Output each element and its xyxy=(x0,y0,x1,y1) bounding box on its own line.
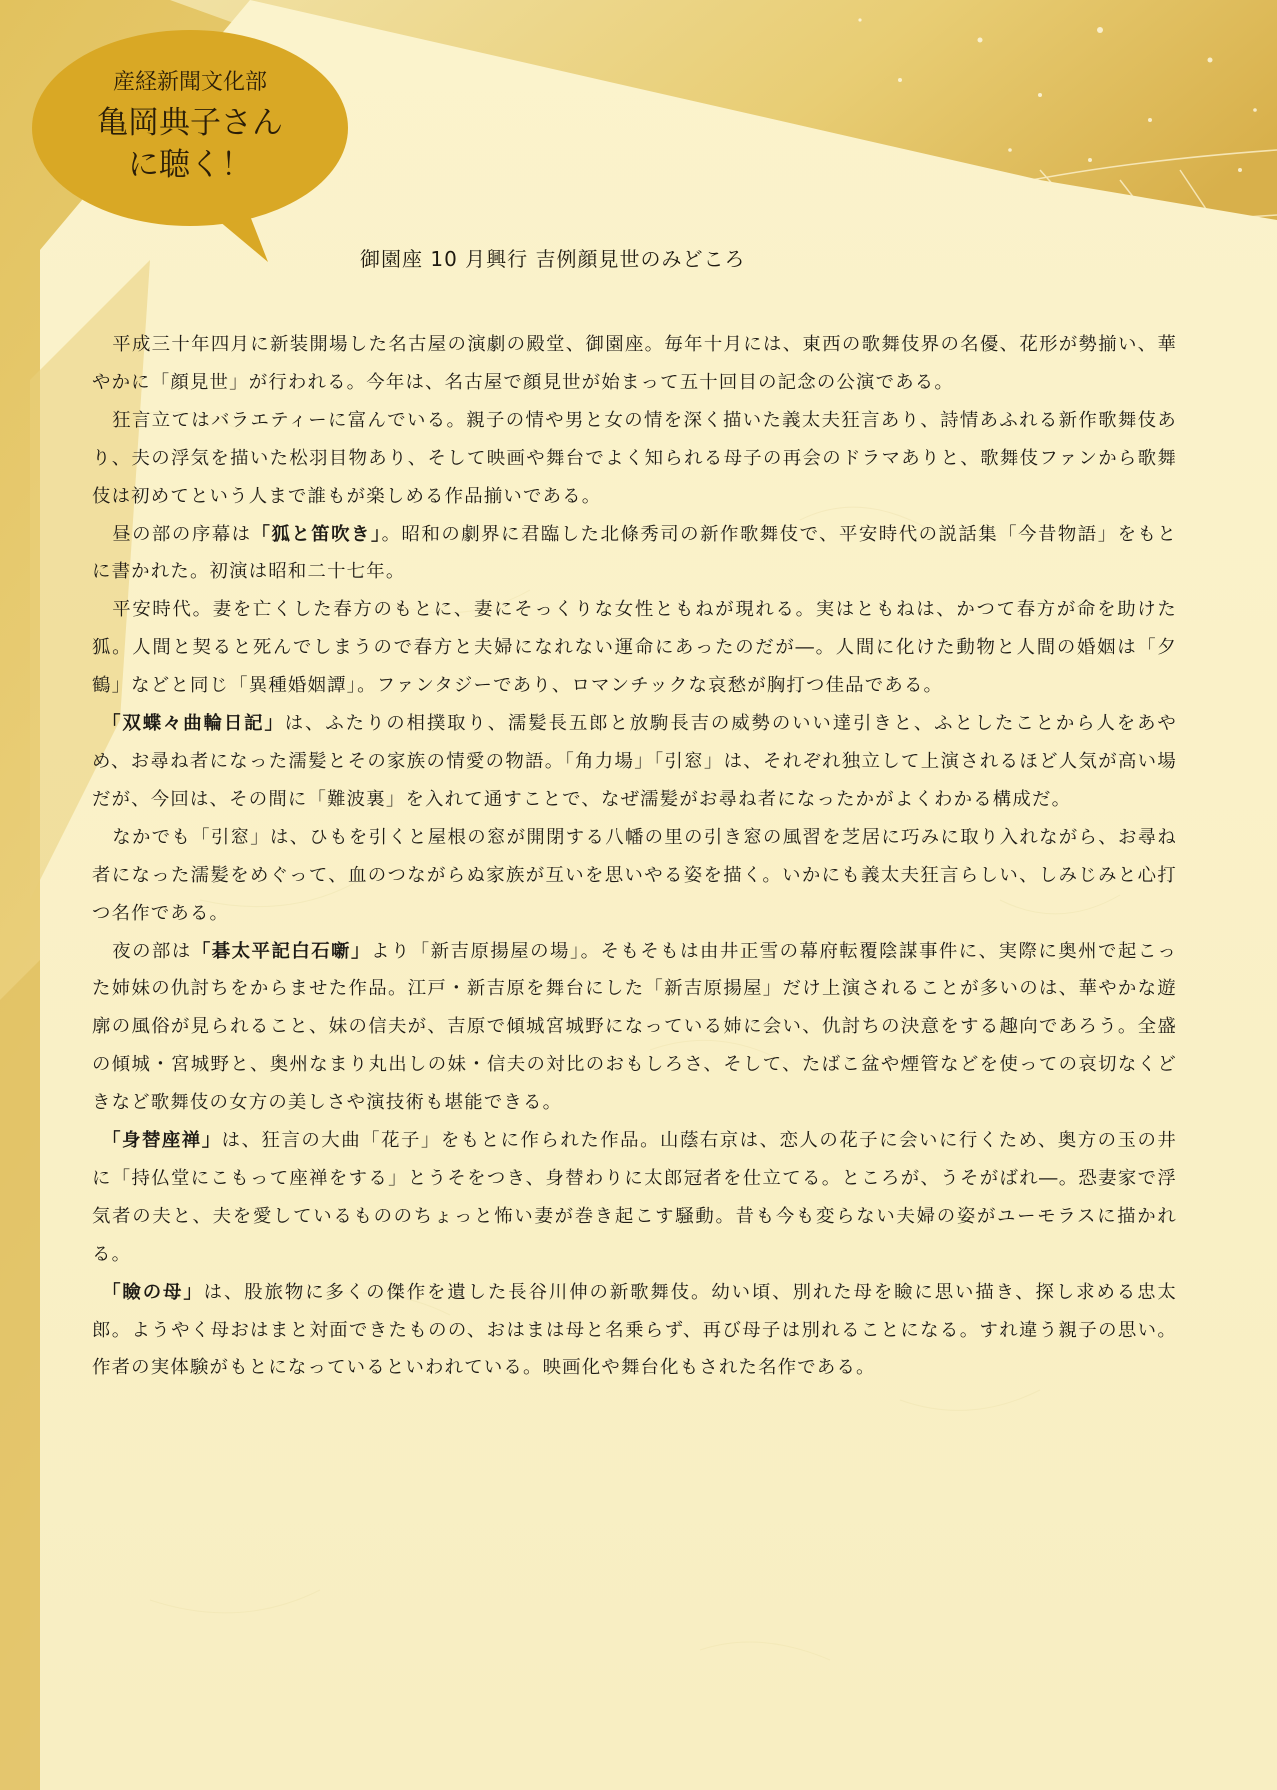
play-title: 「狐と笛吹き」 xyxy=(251,523,382,545)
article-paragraph xyxy=(92,1274,1177,1388)
paragraph-text: 夜の部は xyxy=(112,940,192,962)
bubble-ask: に聴く！ xyxy=(128,147,252,183)
paragraph-text: は、ふたりの相撲取り、濡髪長五郎と放駒長吉の威勢のいい達引きと、ふとしたことから人をあやめ、お尋ね者になった濡髪とその家族の情愛の物語。「角力場」「引窓」は、それぞれ独立して上演されるほど人気が高い場だが、今回は、その間に「難波裏」を入れて通すことで、なぜ濡髪がお尋ね者になったかがよくわかる構成だ。 xyxy=(92,713,1177,810)
article-paragraph: なかでも「引窓」は、ひもを引くと屋根の窓が開閉する八幡の里の引き窓の風習を芝居に巧みに取り入れながら、お尋ね者になった濡髪をめぐって、血のつながらぬ家族が互いを思いやる姿を描く。いかにも義太夫狂言らしい、しみじみと心打つ名作である。 xyxy=(92,826,1177,924)
paragraph-text: より「新吉原揚屋の場」。そもそもは由井正雪の幕府転覆陰謀事件に、実際に奥州で起こった姉妹の仇討ちをからませた作品。江戸・新吉原を舞台にした「新吉原揚屋」だけ上演されることが多いのは、華やかな遊廓の風俗が見られること、妹の信夫が、吉原で傾城宮城野になっている姉に会い、仇討ちの決意をする趣向であろう。全盛の傾城・宮城野と、奥州なまり丸出しの妹・信夫の対比のおもしろさ、そして、たばこ盆や煙管などを使っての哀切なくどきなど歌舞伎の女方の美しさや演技術も堪能できる。 xyxy=(92,940,1177,1114)
article-paragraph xyxy=(92,516,1177,592)
speech-bubble-text xyxy=(60,68,320,186)
article-paragraph: 平安時代。妻を亡くした春方のもとに、妻にそっくりな女性ともねが現れる。実はともねは、かつて春方が命を助けた狐。人間と契ると死んでしまうので春方と夫婦になれない運命にあったのだが―。人間に化けた動物と人間の婚姻は「夕鶴」などと同じ「異種婚姻譚」。ファンタジーであり、ロマンチックな哀愁が胸打つ佳品である。 xyxy=(92,599,1177,697)
page-title: 御園座 10 月興行 吉例顔見世のみどころ xyxy=(360,247,746,271)
article-paragraph xyxy=(92,705,1177,819)
article-paragraph xyxy=(92,933,1177,1123)
bubble-department: 産経新聞文化部 xyxy=(112,70,267,95)
article-paragraph: 平成三十年四月に新装開場した名古屋の演劇の殿堂、御園座。毎年十月には、東西の歌舞伎界の名優、花形が勢揃い、華やかに「顔見世」が行われる。今年は、名古屋で顔見世が始まって五十回目の記念の公演である。 xyxy=(92,334,1177,393)
play-title: 「碁太平記白石噺」 xyxy=(191,940,371,962)
play-title: 「双蝶々曲輪日記」 xyxy=(102,713,285,735)
article-body xyxy=(92,326,1177,1387)
bubble-person-name: 亀岡典子さん xyxy=(97,105,283,141)
article-paragraph xyxy=(92,1122,1177,1274)
paragraph-text: 昼の部の序幕は xyxy=(112,523,252,545)
article-paragraph: 狂言立てはバラエティーに富んでいる。親子の情や男と女の情を深く描いた義太夫狂言あり、詩情あふれる新作歌舞伎あり、夫の浮気を描いた松羽目物あり、そして映画や舞台でよく知られる母子の再会のドラマありと、歌舞伎ファンから歌舞伎は初めてという人まで誰もが楽しめる作品揃いである。 xyxy=(92,409,1177,507)
paragraph-text: 。昭和の劇界に君臨した北條秀司の新作歌舞伎で、平安時代の説話集「今昔物語」をもとに書かれた。初演は昭和二十七年。 xyxy=(92,523,1177,583)
paragraph-text: は、股旅物に多くの傑作を遺した長谷川伸の新歌舞伎。幼い頃、別れた母を瞼に思い描き、探し求める忠太郎。ようやく母おはまと対面できたものの、おはまは母と名乗らず、再び母子は別れることになる。すれ違う親子の思い。作者の実体験がもとになっているといわれている。映画化や舞台化もされた名作である。 xyxy=(92,1281,1177,1379)
paragraph-text: は、狂言の大曲「花子」をもとに作られた作品。山蔭右京は、恋人の花子に会いに行くため、奥方の玉の井に「持仏堂にこもって座禅をする」とうそをつき、身替わりに太郎冠者を仕立てる。ところが、うそがばれ―。恐妻家で浮気者の夫と、夫を愛しているもののちょっと怖い妻が巻き起こす騒動。昔も今も変らない夫婦の姿がユーモラスに描かれる。 xyxy=(92,1130,1178,1265)
play-title: 「身替座禅」 xyxy=(102,1130,222,1152)
play-title: 「瞼の母」 xyxy=(102,1281,204,1303)
